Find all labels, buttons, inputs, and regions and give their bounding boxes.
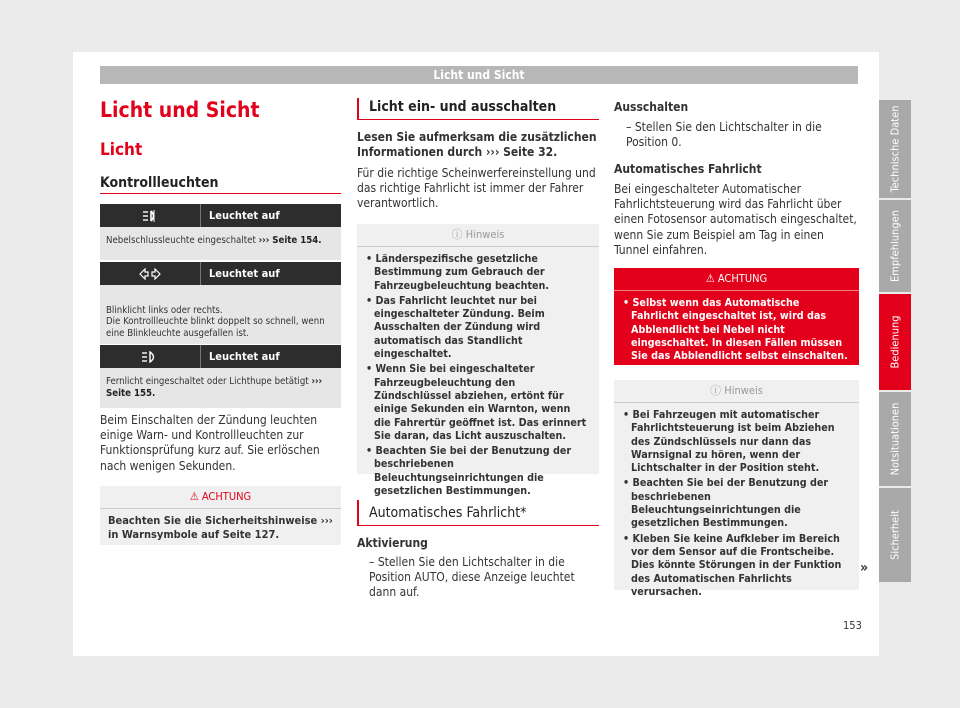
lead-text: Lesen Sie aufmerksam die zusätzlichen Informationen durch ››› Seite 32.	[357, 130, 597, 160]
warning-text: Beachten Sie die Sicherheitshinweise ››› in Warnsymbole auf Seite 127.	[108, 514, 333, 541]
warning-icon: ⚠	[705, 272, 715, 285]
turn-signal-icon	[100, 262, 200, 285]
table-cell	[100, 227, 341, 260]
warning-icon: ⚠	[189, 490, 199, 503]
info-icon: ⓘ	[451, 228, 463, 241]
section-title: Licht	[100, 140, 143, 160]
table-row	[100, 204, 341, 227]
section-heading: Licht ein- und ausschalten	[357, 98, 599, 120]
chapter-title: Licht und Sicht	[100, 98, 260, 122]
hint-label: Hinweis	[465, 228, 505, 241]
step-item: – Stellen Sie den Lichtschalter in die Position 0.	[626, 120, 822, 150]
row-desc: Nebelschlussleuchte eingeschaltet	[106, 235, 256, 246]
tab-notsituationen[interactable]: Notsituationen	[879, 392, 911, 486]
table-cell	[100, 368, 341, 408]
hint-box	[357, 224, 599, 498]
warning-label: ACHTUNG	[717, 272, 768, 285]
status-label: Leuchtet auf	[200, 204, 341, 227]
body-paragraph: Für die richtige Scheinwerfereinstellung und das richtige Fahrlicht ist immer der Fahrer verantwortlich.	[357, 166, 596, 211]
tab-technische-daten[interactable]: Technische Daten	[879, 100, 911, 198]
warning-header	[614, 268, 859, 291]
tab-sicherheit[interactable]: Sicherheit	[879, 488, 911, 582]
list-item: • Das Fahrlicht leuchtet nur bei eingeschalteter Zündung. Beim Ausschalten der Zündung wird automatisch das Standlicht eingeschaltet.	[366, 293, 545, 361]
hint-box	[614, 380, 859, 598]
status-label: Leuchtet auf	[200, 345, 341, 368]
tab-empfehlungen[interactable]: Empfehlungen	[879, 200, 911, 292]
warning-box	[100, 486, 341, 545]
warning-text: • Selbst wenn das Automatische Fahrlicht eingeschaltet ist, wird das Abblendlicht bei Nebel nicht eingeschaltet. In diesen Fällen müssen Sie das Abblendlicht selbst einschalten.	[623, 296, 848, 363]
continue-mark: »	[860, 560, 869, 576]
row-desc: Blinklicht links oder rechts. Die Kontrollleuchte blinkt doppelt so schnell, wenn eine Blinkleuchte ausgefallen ist.	[106, 304, 325, 339]
hint-list	[357, 247, 599, 504]
hint-header	[357, 224, 599, 247]
body-paragraph: Bei eingeschalteter Automatischer Fahrlichtsteuerung wird das Fahrlicht über einen Fotosensor automatisch eingeschaltet, wenn Sie zum Beispiel am Tag in einen Tunnel einfahren.	[614, 182, 857, 257]
high-beam-icon	[100, 345, 200, 368]
tab-bedienung[interactable]: Bedienung	[879, 294, 911, 390]
subheading: Aktivierung	[357, 536, 428, 550]
section-heading: Automatisches Fahrlicht*	[357, 500, 599, 526]
list-item: • Beachten Sie bei der Benutzung der beschriebenen Beleuchtungseinrichtungen die gesetzlichen Bestimmungen.	[623, 476, 829, 530]
body-paragraph: Beim Einschalten der Zündung leuchten einige Warn- und Kontrollleuchten zur Funktionsprüfung kurz auf. Sie erlöschen nach wenigen Sekunden.	[100, 413, 320, 473]
list-item: • Beachten Sie bei der Benutzung der beschriebenen Beleuchtungseinrichtungen die gesetzlichen Bestimmungen.	[366, 444, 572, 498]
subsection-title: Kontrollleuchten	[100, 175, 219, 191]
row-desc: Fernlicht eingeschaltet oder Lichthupe betätigt	[106, 376, 309, 387]
list-item: • Wenn Sie bei eingeschalteter Fahrzeugbeleuchtung den Zündschlüssel abziehen, ertönt für einige Sekunden ein Warnton, wenn die Fahrertür geöffnet ist. Das erinnert Sie daran, das Licht auszuschalten.	[366, 362, 587, 442]
status-label: Leuchtet auf	[200, 262, 341, 285]
warning-box	[614, 268, 859, 365]
page-ref: ››› Seite 154.	[258, 235, 322, 246]
hint-header	[614, 380, 859, 403]
warning-header	[100, 486, 341, 509]
page-number: 153	[843, 619, 862, 632]
subheading: Automatisches Fahrlicht	[614, 162, 762, 176]
table-cell	[100, 285, 341, 344]
divider	[100, 193, 341, 194]
page-ref: ››› Seite 155.	[106, 376, 323, 399]
list-item: • Kleben Sie keine Aufkleber im Bereich vor dem Sensor auf die Frontscheibe. Dies könnte Störungen in der Funktion des Automatischen Fahrlichts verursachen.	[623, 531, 842, 598]
subheading: Ausschalten	[614, 100, 689, 114]
warning-label: ACHTUNG	[201, 490, 252, 503]
list-item: • Bei Fahrzeugen mit automatischer Fahrlichtsteuerung ist beim Abziehen des Zündschlüssels nur dann das Warnsignal zu hören, wenn der Lichtschalter in der Position steht.	[623, 408, 835, 475]
step-item: – Stellen Sie den Lichtschalter in die Position AUTO, diese Anzeige leuchtet dann auf.	[369, 555, 575, 600]
hint-list	[614, 403, 859, 605]
info-icon: ⓘ	[710, 384, 722, 397]
table-row	[100, 262, 341, 285]
table-row	[100, 345, 341, 368]
running-header: Licht und Sicht	[100, 66, 858, 84]
hint-label: Hinweis	[724, 384, 763, 397]
list-item: • Länderspezifische gesetzliche Bestimmung zum Gebrauch der Fahrzeugbeleuchtung beachten.	[366, 252, 550, 292]
fog-light-icon	[100, 204, 200, 227]
